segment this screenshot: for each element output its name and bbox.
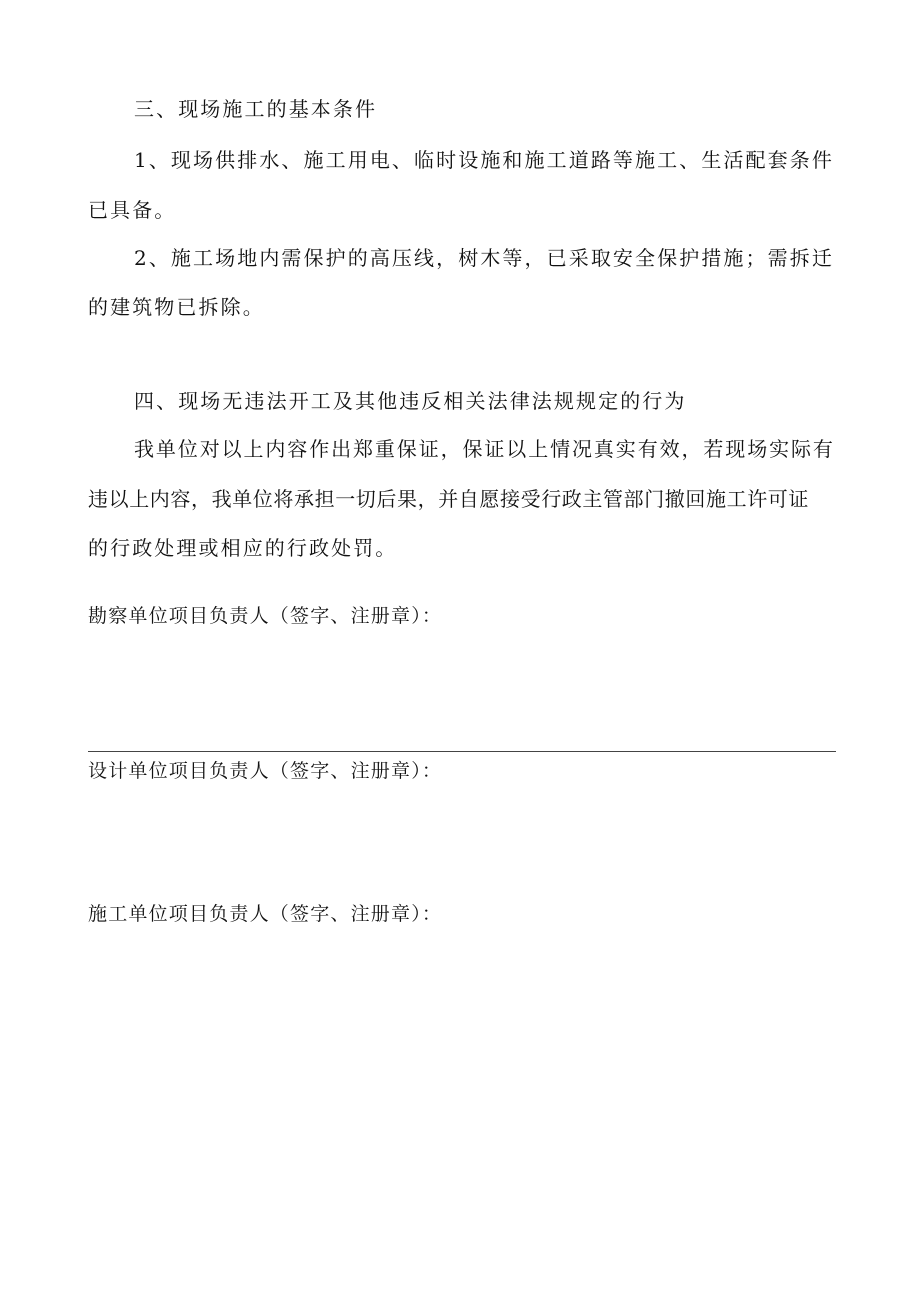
section-3-item-2-line-1: 2、施工场地内需保护的高压线，树木等，已采取安全保护措施；需拆迁 <box>134 246 834 270</box>
pledge-line-2: 违以上内容，我单位将承担一切后果，并自愿接受行政主管部门撤回施工许可证 <box>88 487 809 511</box>
pledge-line-3: 的行政处理或相应的行政处罚。 <box>88 536 398 560</box>
section-3-item-1-line-2: 已具备。 <box>88 198 177 222</box>
section-3-item-2-line-2: 的建筑物已拆除。 <box>88 295 265 319</box>
section-3-item-1-line-1: 1、现场供排水、施工用电、临时设施和施工道路等施工、生活配套条件 <box>134 148 834 172</box>
design-signature-label: 设计单位项目负责人（签字、注册章）： <box>88 760 443 782</box>
survey-signature-label: 勘察单位项目负责人（签字、注册章）： <box>88 605 443 627</box>
divider-line <box>88 751 836 752</box>
section-3-heading: 三、现场施工的基本条件 <box>134 97 378 121</box>
construction-signature-label: 施工单位项目负责人（签字、注册章）： <box>88 903 443 925</box>
pledge-line-1: 我单位对以上内容作出郑重保证，保证以上情况真实有效，若现场实际有 <box>134 437 835 461</box>
section-4-heading: 四、现场无违法开工及其他违反相关法律法规规定的行为 <box>134 389 687 413</box>
